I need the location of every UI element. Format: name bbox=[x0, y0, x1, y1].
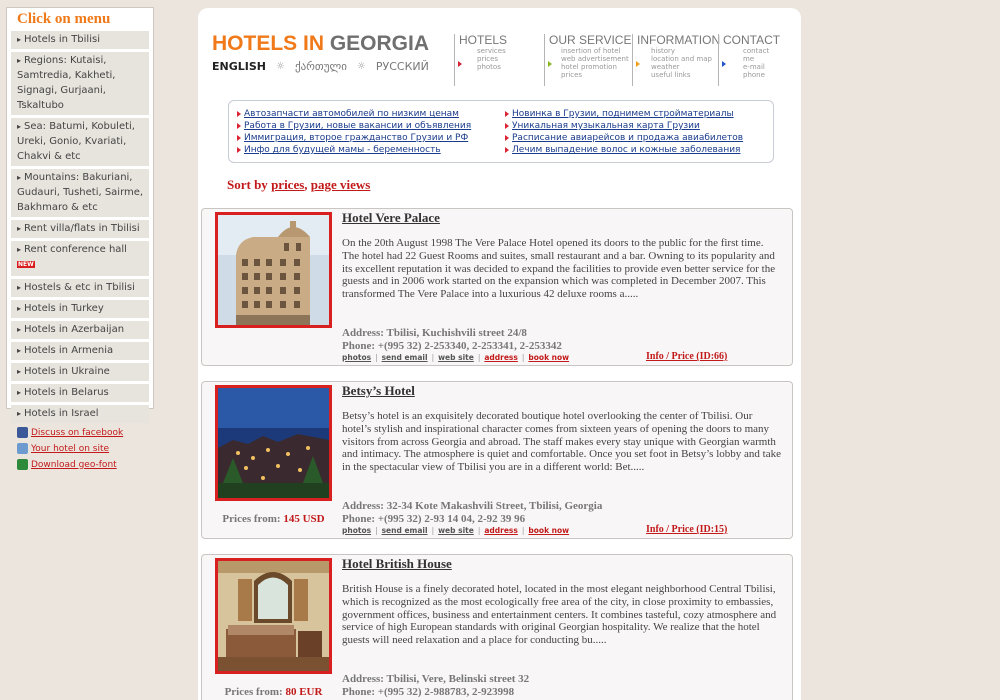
sidebar-item-sea[interactable] bbox=[11, 117, 149, 166]
news-link[interactable]: Лечим выпадение волос и кожные заболевания bbox=[505, 144, 773, 156]
book-now-link[interactable]: book now bbox=[528, 353, 570, 362]
nav-title: HOTELS bbox=[459, 33, 508, 47]
news-column-left bbox=[237, 108, 505, 162]
language-georgian[interactable]: ქართული bbox=[294, 60, 347, 73]
hotel-card bbox=[201, 554, 793, 700]
separator: | bbox=[477, 353, 481, 362]
hotel-photo[interactable] bbox=[215, 385, 332, 501]
logo-part-hotels-in: HOTELS IN bbox=[212, 32, 330, 55]
sidebar-item-label: Hotels in Tbilisi bbox=[24, 34, 100, 45]
hotel-name-link[interactable]: Hotel British House bbox=[342, 556, 452, 571]
price-from bbox=[202, 513, 345, 525]
sidebar-item-belarus[interactable] bbox=[11, 383, 149, 402]
sidebar-item-hostels[interactable] bbox=[11, 278, 149, 297]
sidebar-item-turkey[interactable] bbox=[11, 299, 149, 318]
hotel-room-image bbox=[218, 561, 329, 671]
sidebar-item-israel[interactable] bbox=[11, 404, 149, 423]
nav-sub-insertion[interactable]: insertion of hotel bbox=[561, 47, 621, 55]
hotel-phone: Phone: +(995 32) 2-93 14 04, 2-92 39 96 bbox=[342, 512, 526, 525]
arrow-right-icon bbox=[636, 61, 640, 67]
sidebar-item-label: Sea: Batumi, Kobuleti, Ureki, Gonio, Kvariati, Chakvi & etc bbox=[17, 121, 135, 162]
address-link[interactable]: address bbox=[484, 353, 518, 362]
arrow-right-icon: ▸ bbox=[17, 367, 22, 376]
arrow-right-icon: ▸ bbox=[17, 346, 22, 355]
sidebar-item-label: Regions: Kutaisi, Samtredia, Kakheti, Signagi, Gurjaani, Tskaltubo bbox=[17, 55, 116, 111]
separator: | bbox=[521, 526, 525, 535]
news-link[interactable]: Работа в Грузии, новые вакансии и объявления bbox=[237, 120, 505, 132]
hotel-actions bbox=[342, 526, 569, 535]
nav-hotels[interactable] bbox=[454, 34, 544, 86]
hotel-description: On the 20th August 1998 The Vere Palace Hotel opened its doors to the public for the first time. The hotel had 22 Guest Rooms and suites, small restaurant and a bar. Owning to its popularity and its excellent reputation it was decided to expand the facilities to provide even better service for the guests and in 2006 work started on the expansion which was completed in December 2007. This transformed The Vere Palace into a luxurious 42 deluxe rooms a..... bbox=[342, 237, 776, 301]
hotel-card bbox=[201, 208, 793, 366]
arrow-right-icon: ▸ bbox=[17, 122, 22, 131]
separator: | bbox=[477, 526, 481, 535]
hotel-building-image bbox=[218, 215, 329, 325]
sidebar-item-label: Hostels & etc in Tbilisi bbox=[24, 282, 135, 293]
send-email-link[interactable]: send email bbox=[381, 353, 428, 362]
building-icon bbox=[17, 443, 28, 454]
news-link[interactable]: Инфо для будущей мамы - беременность bbox=[237, 144, 505, 156]
geo-font-link[interactable] bbox=[7, 457, 153, 473]
sidebar-item-label: Hotels in Turkey bbox=[24, 303, 104, 314]
hotel-address: Address: 32-34 Kote Makashvili Street, Tbilisi, Georgia bbox=[342, 500, 603, 512]
sort-bar bbox=[227, 177, 370, 193]
main-panel bbox=[198, 8, 801, 700]
arrow-right-icon: ▸ bbox=[17, 409, 22, 418]
price-value: 145 USD bbox=[283, 513, 325, 525]
nav-contact[interactable] bbox=[718, 34, 782, 86]
price-label: Prices from: bbox=[224, 686, 286, 698]
nav-sub-contact-me[interactable]: contact me bbox=[743, 47, 770, 63]
nav-our-service[interactable] bbox=[544, 34, 632, 86]
hotel-description: British House is a finely decorated hotel, located in the most elegant neighborhood Central Tbilisi, which is recognized as the most ecologically free area of the city, in close proximity to embassies, government offices, business and entertainment centers. It combines tasteful, cozy atmosphere and service of high European standards with original Georgian hospitality. We realize that the hotel guests will need relaxation and a place for conducting bu..... bbox=[342, 583, 777, 647]
sort-by-prices-link[interactable]: prices bbox=[271, 177, 305, 192]
web-site-link[interactable]: web site bbox=[438, 526, 474, 535]
send-email-link[interactable]: send email bbox=[381, 526, 428, 535]
hotel-phone: Phone: +(995 32) 2-253340, 2-253341, 2-253342 bbox=[342, 339, 562, 352]
nav-sub-photos[interactable]: photos bbox=[477, 63, 501, 71]
nav-sub-prices[interactable]: prices bbox=[477, 55, 499, 63]
site-logo[interactable] bbox=[212, 32, 429, 56]
nav-sub-email[interactable]: e-mail bbox=[743, 63, 765, 71]
info-price-link[interactable]: Info / Price (ID:66) bbox=[646, 351, 728, 362]
nav-sub-weather[interactable]: weather bbox=[651, 63, 680, 71]
news-link[interactable]: Расписание авиарейсов и продажа авиабилетов bbox=[505, 132, 773, 144]
hotel-contact-info bbox=[342, 673, 529, 698]
sidebar-item-label: Hotels in Armenia bbox=[24, 345, 114, 356]
nav-sub-useful-links[interactable]: useful links bbox=[651, 71, 691, 79]
hotel-name-link[interactable]: Betsy’s Hotel bbox=[342, 383, 415, 398]
sort-label: Sort by bbox=[227, 177, 272, 192]
arrow-right-icon bbox=[548, 61, 552, 67]
sidebar-item-regions[interactable] bbox=[11, 51, 149, 115]
arrow-right-icon: ▸ bbox=[17, 283, 22, 292]
hotel-address: Address: Tbilisi, Kuchishvili street 24/8 bbox=[342, 327, 527, 339]
facebook-icon bbox=[17, 427, 28, 438]
your-hotel-link-label: Your hotel on site bbox=[31, 443, 110, 454]
arrow-right-icon bbox=[458, 61, 462, 67]
sort-by-page-views-link[interactable]: page views bbox=[310, 177, 371, 192]
nav-information[interactable] bbox=[632, 33, 721, 86]
sidebar-menu bbox=[6, 7, 154, 470]
hotel-phone: Phone: +(995 32) 2-988783, 2-923998 bbox=[342, 685, 515, 698]
hotel-address: Address: Tbilisi, Vere, Belinski street 32 bbox=[342, 673, 530, 685]
hotel-photo[interactable] bbox=[215, 212, 332, 328]
arrow-right-icon: ▸ bbox=[17, 35, 22, 44]
arrow-right-icon: ▸ bbox=[17, 245, 22, 254]
hotel-photo[interactable] bbox=[215, 558, 332, 674]
separator: | bbox=[431, 353, 435, 362]
arrow-right-icon: ▸ bbox=[17, 388, 22, 397]
nav-title: CONTACT bbox=[723, 33, 781, 47]
sidebar-item-armenia[interactable] bbox=[11, 341, 149, 360]
language-switcher bbox=[212, 60, 429, 73]
sidebar-title: Click on menu bbox=[17, 11, 111, 27]
your-hotel-link[interactable] bbox=[7, 441, 153, 457]
sidebar-item-label: Mountains: Bakuriani, Gudauri, Tusheti, Sairme, Bakhmaro & etc bbox=[17, 172, 144, 213]
hotel-card bbox=[201, 381, 793, 539]
sidebar-item-label: Rent conference hall bbox=[24, 244, 127, 255]
logo-part-georgia: GEORGIA bbox=[329, 32, 430, 55]
top-navigation bbox=[454, 34, 782, 86]
separator-icon: ☼ bbox=[275, 61, 285, 72]
language-english[interactable]: ENGLISH bbox=[212, 60, 266, 73]
facebook-link-label: Discuss on facebook bbox=[31, 427, 124, 438]
price-from bbox=[202, 686, 345, 698]
nav-sub-services[interactable]: services bbox=[477, 47, 506, 55]
arrow-right-icon: ▸ bbox=[17, 304, 22, 313]
city-night-image bbox=[218, 388, 329, 498]
hotel-contact-info bbox=[342, 500, 602, 525]
hotel-name-link[interactable]: Hotel Vere Palace bbox=[342, 210, 440, 225]
news-column-right bbox=[505, 108, 773, 162]
arrow-right-icon: ▸ bbox=[17, 224, 22, 233]
sidebar-item-mountains[interactable] bbox=[11, 168, 149, 217]
news-link[interactable]: Уникальная музыкальная карта Грузии bbox=[505, 120, 773, 132]
arrow-right-icon: ▸ bbox=[17, 325, 22, 334]
facebook-link[interactable] bbox=[7, 425, 153, 441]
hotel-actions bbox=[342, 353, 569, 362]
new-badge: NEW bbox=[18, 261, 34, 268]
nav-title: INFORMATION bbox=[637, 33, 721, 47]
photos-link[interactable]: photos bbox=[342, 353, 372, 362]
price-value: 80 EUR bbox=[285, 686, 323, 698]
price-label: Prices from: bbox=[222, 513, 284, 525]
nav-sub-prices[interactable]: prices bbox=[561, 71, 583, 79]
arrow-right-icon bbox=[722, 61, 726, 67]
sort-separator: , bbox=[304, 177, 311, 192]
sidebar-item-label: Hotels in Ukraine bbox=[24, 366, 110, 377]
hotel-description: Betsy’s hotel is an exquisitely decorated boutique hotel overlooking the center of Tbilisi. Our hotel’s stylish and inspirational character comes from sixteen years of opening the doors to many visitors from across Georgia and abroad. The staff makes every stay unique with Georgian warmth and intimacy. The atmosphere is quiet and comfortable. Once you set foot in Betsy’s lobby and take in the spectacular view of Tbilisi you are in a different world: Bet..... bbox=[342, 410, 781, 474]
news-link[interactable]: Иммиграция, второе гражданство Грузии и РФ bbox=[237, 132, 505, 144]
separator: | bbox=[431, 526, 435, 535]
font-icon bbox=[17, 459, 28, 470]
sidebar-item-label: Hotels in Israel bbox=[24, 408, 99, 419]
sidebar-item-ukraine[interactable] bbox=[11, 362, 149, 381]
web-site-link[interactable]: web site bbox=[438, 353, 474, 362]
nav-sub-phone[interactable]: phone bbox=[743, 71, 765, 79]
separator: | bbox=[521, 353, 525, 362]
sidebar-item-label: Rent villa/flats in Tbilisi bbox=[24, 223, 140, 234]
sidebar-item-azerbaijan[interactable] bbox=[11, 320, 149, 339]
sidebar-item-label: Hotels in Azerbaijan bbox=[24, 324, 125, 335]
news-link[interactable]: Автозапчасти автомобилей по низким ценам bbox=[237, 108, 505, 120]
info-price-link[interactable]: Info / Price (ID:15) bbox=[646, 524, 728, 535]
sidebar-item-rent-villa[interactable] bbox=[11, 219, 149, 238]
sidebar-item-label: Hotels in Belarus bbox=[24, 387, 109, 398]
sidebar-item-tbilisi[interactable] bbox=[11, 30, 149, 49]
nav-sub-history[interactable]: history bbox=[651, 47, 676, 55]
book-now-link[interactable]: book now bbox=[528, 526, 570, 535]
arrow-right-icon: ▸ bbox=[17, 56, 22, 65]
language-russian[interactable]: РУССКИЙ bbox=[375, 60, 429, 73]
nav-sub-hotel-promotion[interactable]: hotel promotion bbox=[561, 63, 617, 71]
news-box bbox=[228, 100, 774, 163]
hotel-contact-info bbox=[342, 327, 562, 352]
nav-sub-web-advertisement[interactable]: web advertisement bbox=[561, 55, 629, 63]
nav-title: OUR SERVICE bbox=[549, 33, 632, 47]
nav-sub-location-map[interactable]: location and map bbox=[651, 55, 712, 63]
separator: | bbox=[375, 526, 378, 535]
address-link[interactable]: address bbox=[484, 526, 518, 535]
separator-icon: ☼ bbox=[356, 61, 366, 72]
geo-font-link-label: Download geo-font bbox=[31, 459, 117, 470]
sidebar-item-rent-conference[interactable] bbox=[11, 240, 149, 276]
news-link[interactable]: Новинка в Грузии, поднимем стройматериалы bbox=[505, 108, 773, 120]
photos-link[interactable]: photos bbox=[342, 526, 372, 535]
arrow-right-icon: ▸ bbox=[17, 173, 22, 182]
separator: | bbox=[375, 353, 378, 362]
